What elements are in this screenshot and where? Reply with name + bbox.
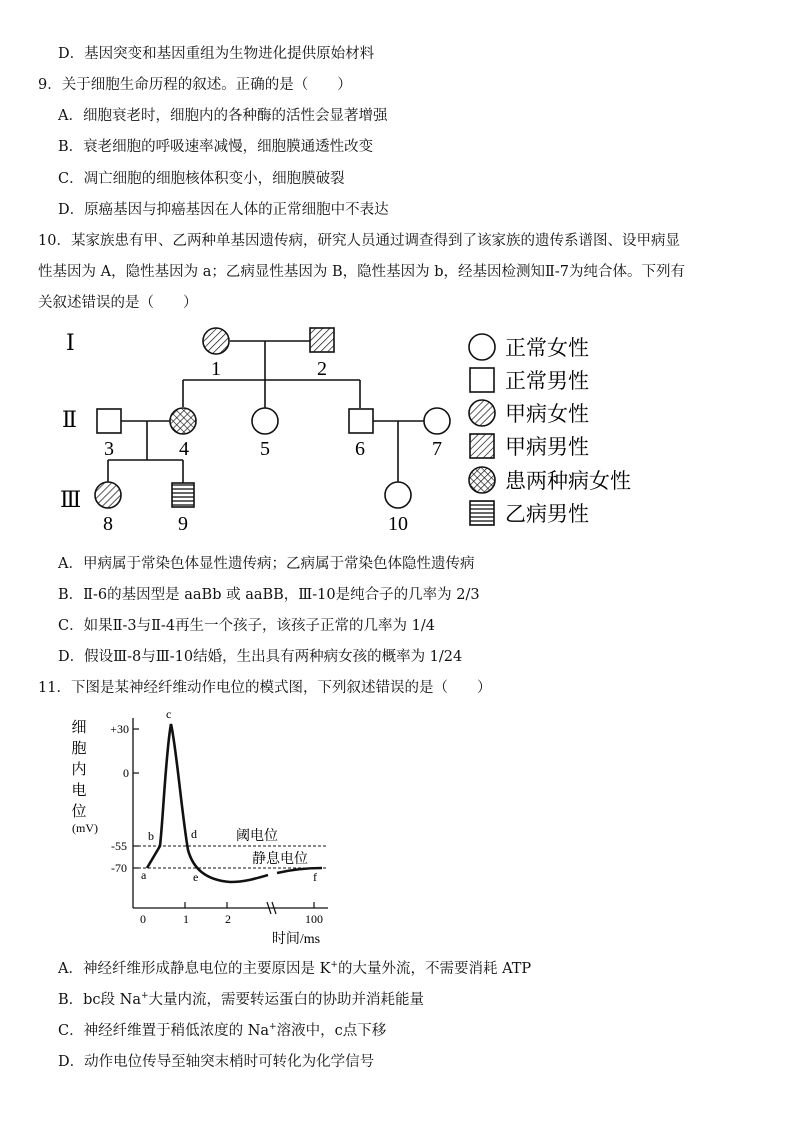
q9-option-a: A．细胞衰老时，细胞内的各种酶的活性会显著增强 <box>58 108 388 124</box>
threshold-label: 阈电位 <box>236 829 278 844</box>
point-label: d <box>191 827 197 841</box>
generation-label: Ⅰ <box>66 330 75 355</box>
q9-stem: 9．关于细胞生命历程的叙述。正确的是（ ） <box>38 77 352 93</box>
point-label: e <box>193 870 199 884</box>
individual-1 <box>203 328 229 354</box>
point-label: f <box>313 870 317 884</box>
legend-label: 患两种病女性 <box>505 469 631 493</box>
individual-9 <box>172 483 194 507</box>
resting-label: 静息电位 <box>252 852 308 867</box>
individual-2 <box>310 328 334 352</box>
individual-number: 3 <box>104 438 114 460</box>
y-axis-label-char: 细 <box>71 720 87 736</box>
q10-option-c: C．如果Ⅱ-3与Ⅱ-4再生一个孩子，该孩子正常的几率为 1/4 <box>58 618 435 634</box>
point-label: c <box>166 710 172 721</box>
individual-number: 1 <box>211 358 221 380</box>
q10-option-a: A．甲病属于常染色体显性遗传病；乙病属于常染色体隐性遗传病 <box>58 556 475 572</box>
x-tick-label: 0 <box>140 912 146 926</box>
x-tick-label: 1 <box>183 912 189 926</box>
individual-number: 9 <box>178 513 188 535</box>
pedigree-legend <box>469 334 631 526</box>
q10-stem-line1: 10．某家族患有甲、乙两种单基因遗传病，研究人员通过调查得到了该家族的遗传系谱图、设甲病显 <box>38 233 680 249</box>
action-potential-curve <box>147 724 268 882</box>
individual-number: 4 <box>179 438 189 460</box>
legend-label: 甲病男性 <box>505 435 589 459</box>
legend-disease-b-male-icon <box>470 501 494 525</box>
individual-number: 2 <box>317 358 327 380</box>
individual-number: 8 <box>103 513 113 535</box>
q11-option-d: D．动作电位传导至轴突末梢时可转化为化学信号 <box>58 1054 375 1070</box>
generation-label: Ⅱ <box>62 407 77 432</box>
q10-option-b: B．Ⅱ-6的基因型是 aaBb 或 aaBB，Ⅲ-10是纯合子的几率为 2/3 <box>58 587 480 603</box>
y-axis-unit: (mV) <box>72 821 98 835</box>
q11-option-c: C．神经纤维置于稍低浓度的 Na+溶液中，c点下移 <box>58 1022 387 1039</box>
legend-disease-a-female-icon <box>469 400 495 426</box>
q9-option-b: B．衰老细胞的呼吸速率减慢，细胞膜通透性改变 <box>58 139 374 155</box>
x-tick-label: 100 <box>305 912 323 926</box>
legend-label: 正常女性 <box>505 336 589 360</box>
pedigree-chart <box>0 318 794 538</box>
individual-number: 5 <box>260 438 270 460</box>
legend-normal-male-icon <box>470 368 494 392</box>
q9-option-d: D．原癌基因与抑癌基因在人体的正常细胞中不表达 <box>58 202 389 218</box>
individual-10 <box>385 482 411 508</box>
individual-number: 10 <box>388 513 408 535</box>
x-tick-label: 2 <box>225 912 231 926</box>
generation-label: Ⅲ <box>60 487 82 512</box>
individual-number: 6 <box>355 438 365 460</box>
individual-6 <box>349 409 373 433</box>
q10-stem-line3: 关叙述错误的是（ ） <box>38 295 198 311</box>
legend-label: 正常男性 <box>505 369 589 393</box>
individual-8 <box>95 482 121 508</box>
individual-3 <box>97 409 121 433</box>
legend-disease-a-male-icon <box>470 434 494 458</box>
q10-option-d: D．假设Ⅲ-8与Ⅲ-10结婚，生出具有两种病女孩的概率为 1/24 <box>58 649 463 665</box>
y-axis-label-char: 位 <box>71 804 87 820</box>
y-axis-label-char: 内 <box>71 762 87 778</box>
q11-stem: 11．下图是某神经纤维动作电位的模式图，下列叙述错误的是（ ） <box>38 680 492 696</box>
individual-7 <box>424 408 450 434</box>
q11-option-b: B．bc段 Na+大量内流，需要转运蛋白的协助并消耗能量 <box>58 991 425 1008</box>
q10-stem-line2: 性基因为 A，隐性基因为 a；乙病显性基因为 B，隐性基因为 b，经基因检测知Ⅱ-7为纯合体。下列有 <box>38 264 685 280</box>
individual-number: 7 <box>432 438 442 460</box>
y-axis-label-char: 胞 <box>71 741 87 757</box>
legend-both-diseases-female-icon <box>469 467 495 493</box>
y-tick-label: -55 <box>111 839 127 853</box>
legend-label: 甲病女性 <box>505 402 589 426</box>
y-tick-label: +30 <box>110 722 129 736</box>
action-potential-chart <box>0 710 360 950</box>
legend-normal-female-icon <box>469 334 495 360</box>
legend-label: 乙病男性 <box>505 502 589 526</box>
point-label: a <box>141 868 147 882</box>
point-label: b <box>148 829 154 843</box>
individual-4 <box>170 408 196 434</box>
q8-option-d: D．基因突变和基因重组为生物进化提供原始材料 <box>58 46 375 62</box>
x-axis-label: 时间/ms <box>271 932 321 947</box>
y-axis-label-char: 电 <box>71 783 87 799</box>
y-tick-label: 0 <box>123 766 129 780</box>
q9-option-c: C．凋亡细胞的细胞核体积变小，细胞膜破裂 <box>58 171 345 187</box>
q11-option-a: A．神经纤维形成静息电位的主要原因是 K+的大量外流，不需要消耗 ATP <box>58 960 532 977</box>
y-tick-label: -70 <box>111 861 127 875</box>
individual-5 <box>252 408 278 434</box>
